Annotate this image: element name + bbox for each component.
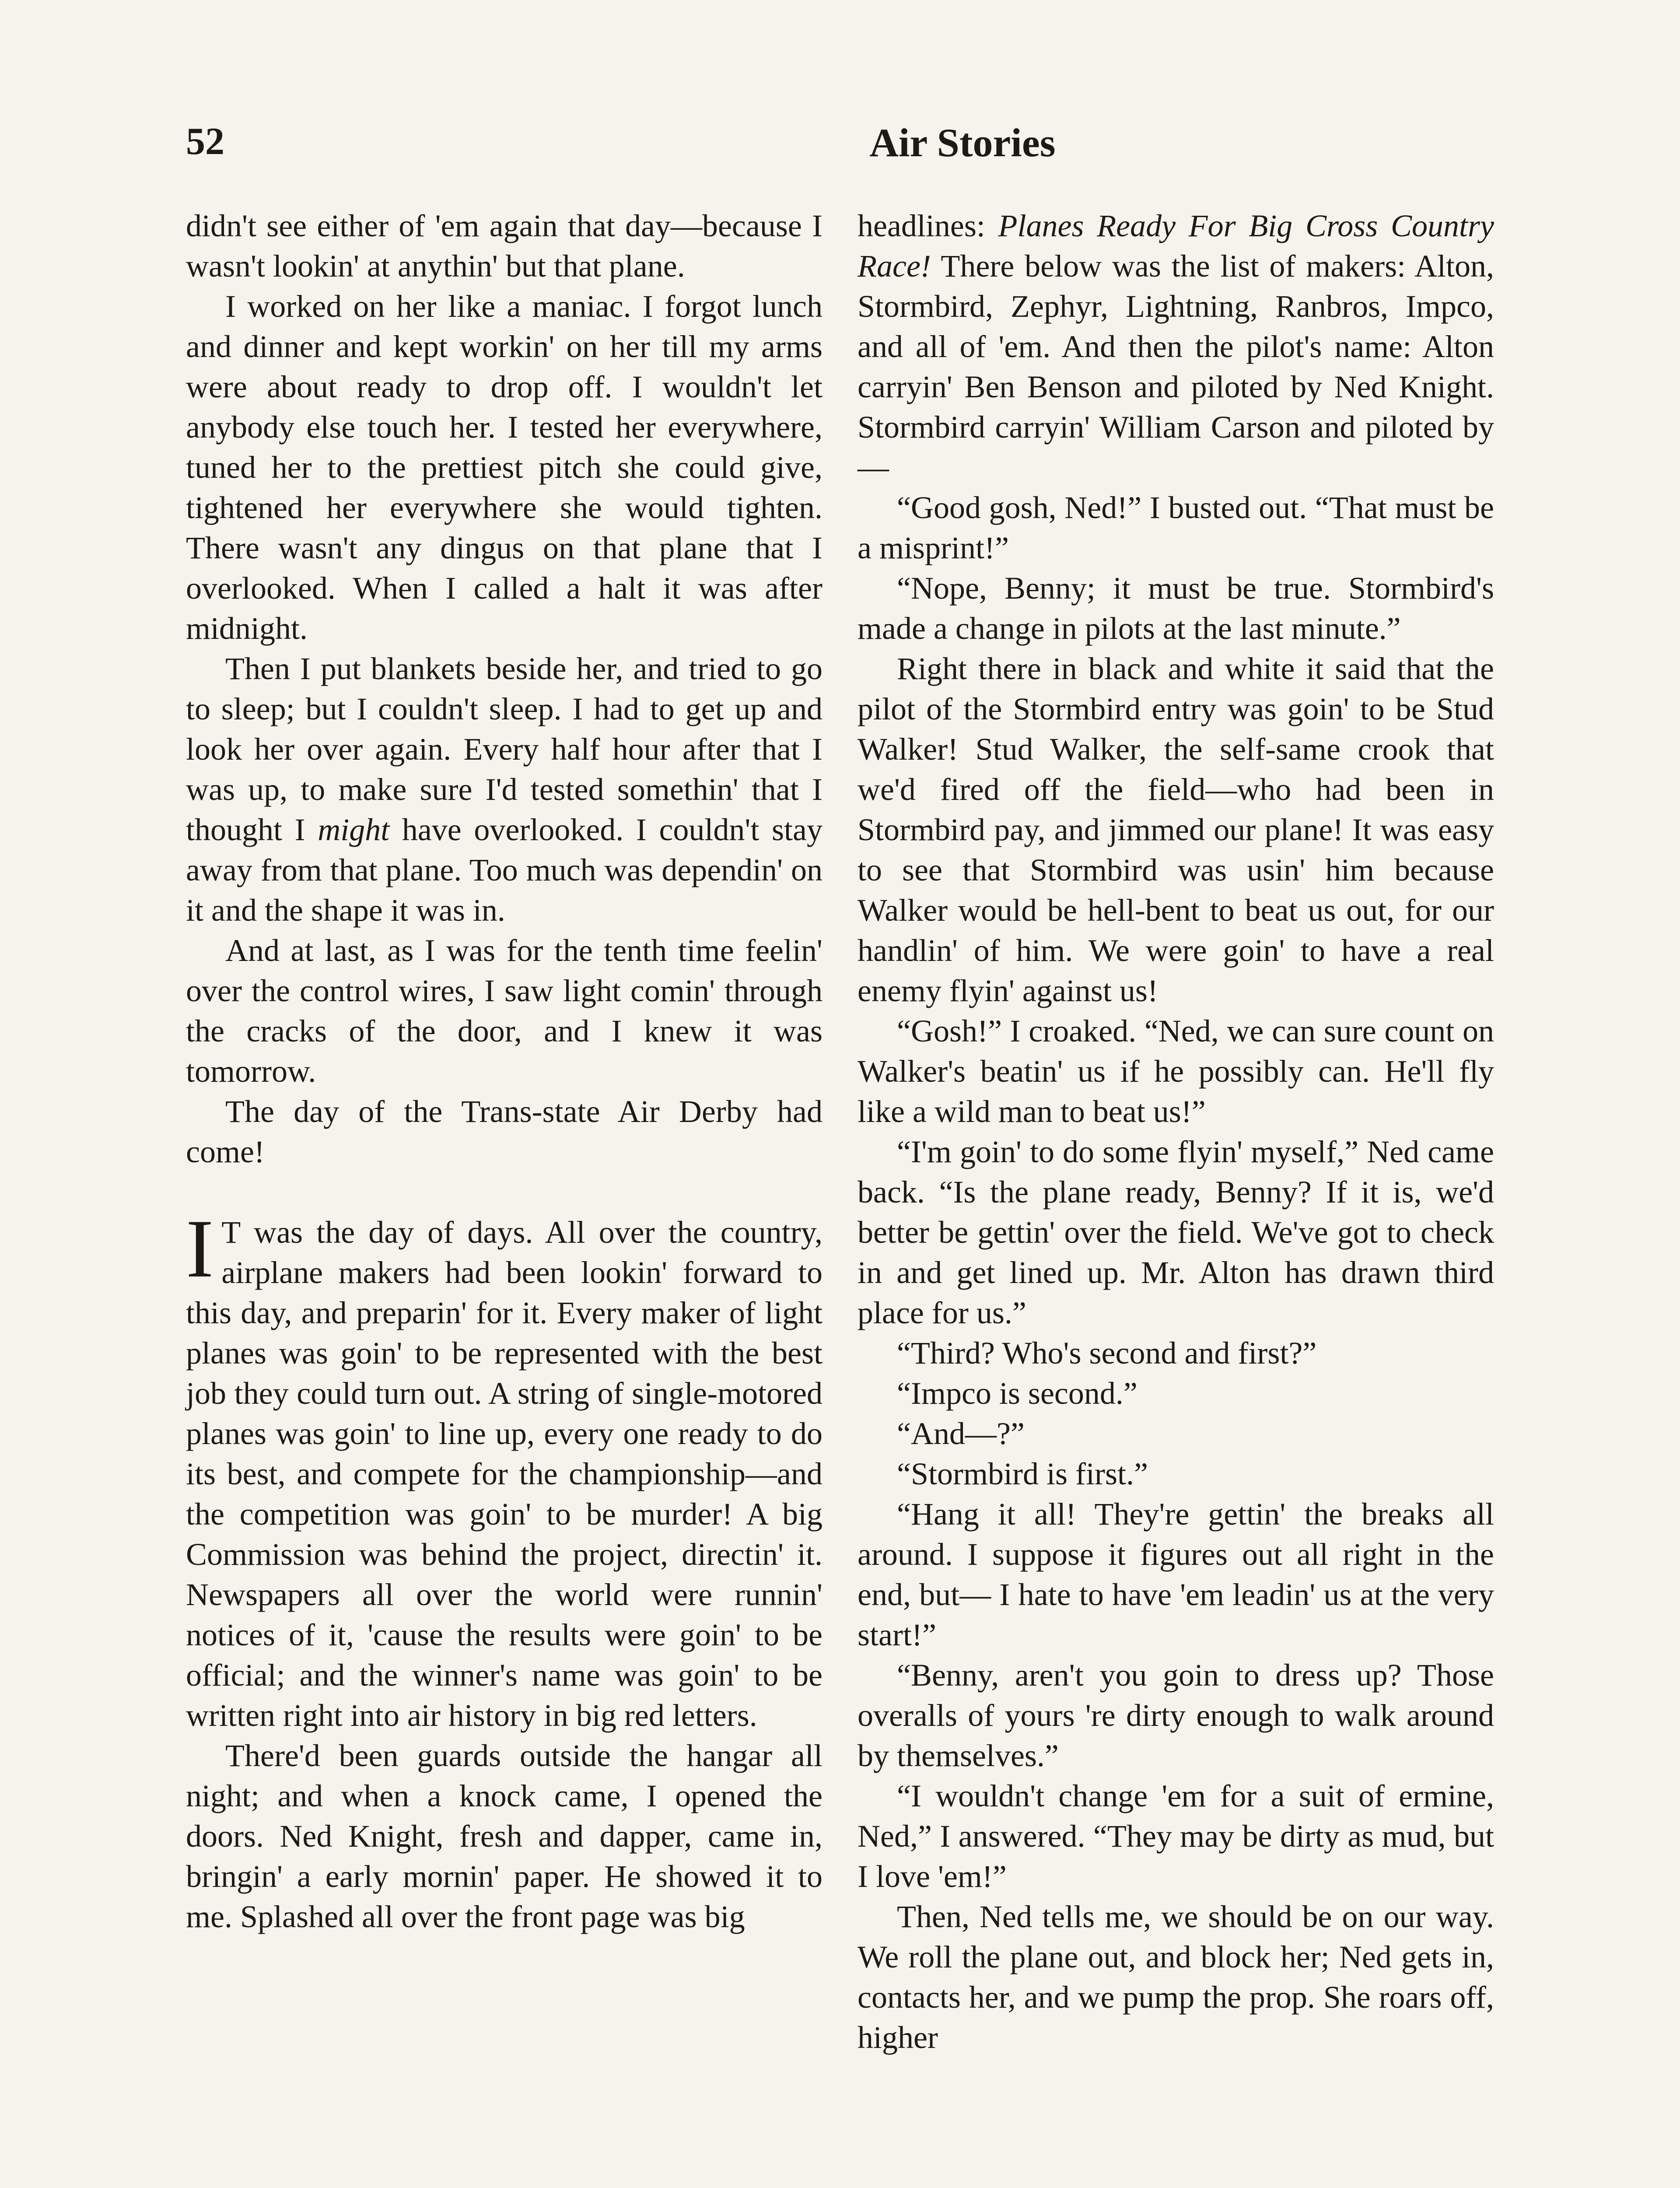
paragraph: “Good gosh, Ned!” I busted out. “That must be a misprint!”	[858, 490, 1494, 565]
paragraph: didn't see either of 'em again that day—because I wasn't lookin' at anythin' but that plane.	[186, 208, 822, 284]
paragraph	[186, 649, 822, 930]
drop-cap: I	[186, 1203, 214, 1295]
paragraph: “I wouldn't change 'em for a suit of ermine, Ned,” I answered. “They may be dirty as mud, but I love 'em!”	[858, 1778, 1494, 1894]
paragraph: “Third? Who's second and first?”	[897, 1336, 1317, 1371]
text-run: There below was the list of makers: Alton, Stormbird, Zephyr, Lightning, Ranbros, Impco, and all of 'em. And then the pilot's name: Alton carryin' Ben Benson and piloted by Ned Knight. Stormbird carryin' William Carson and piloted by—	[858, 249, 1494, 485]
paragraph: I worked on her like a maniac. I forgot lunch and dinner and kept workin' on her till my arms were about ready to drop off. I wouldn't let anybody else touch her. I tested her everywhere, tuned her to the prettiest pitch she could give, tightened her everywhere she would tighten. There wasn't any dingus on that plane that I overlooked. When I called a halt it was after midnight.	[186, 289, 822, 646]
running-head: Air Stories	[869, 120, 1056, 165]
text-run: headlines:	[858, 208, 998, 243]
italic-headline: Planes Ready For Big Cross Country Race!	[858, 208, 1494, 284]
paragraph: There'd been guards outside the hangar all night; and when a knock came, I opened the doors. Ned Knight, fresh and dapper, came in, bringin' a early mornin' paper. He showed it to me. Splashed all over the front page was big	[186, 1738, 822, 1934]
paragraph	[858, 206, 1494, 487]
paragraph: Right there in black and white it said that the pilot of the Stormbird entry was goin' to be Stud Walker! Stud Walker, the self-same crook that we'd fired off the field—who had been in Stormbird pay, and jimmed our plane! It was easy to see that Stormbird was usin' him because Walker would be hell-bent to beat us out, for our handlin' of him. We were goin' to have a real enemy flyin' against us!	[858, 651, 1494, 1008]
text-run: have overlooked. I couldn't stay away from that plane. Too much was dependin' on it and the shape it was in.	[186, 812, 823, 928]
paragraph: “Benny, aren't you goin to dress up? Those overalls of yours 're dirty enough to walk around by themselves.”	[858, 1658, 1494, 1773]
text-run: T was the day of days. All over the country, airplane makers had been lookin' forward to this day, and preparin' for it. Every maker of light planes was goin' to be represented with the best job they could turn out. A string of single-motored planes was goin' to line up, every one ready to do its best, and compete for the championship—and the competition was goin' to be murder! A big Commission was behind the project, directin' it. Newspapers all over the world were runnin' notices of it, 'cause the results were goin' to be official; and the winner's name was goin' to be written right into air history in big red letters.	[186, 1215, 822, 1733]
section-opening-paragraph	[186, 1203, 822, 1736]
left-column	[186, 206, 822, 1937]
italic-text: might	[318, 812, 390, 847]
paragraph: “Hang it all! They're gettin' the breaks all around. I suppose it figures out all right in the end, but— I hate to have 'em leadin' us at the very start!”	[858, 1497, 1494, 1652]
page-number: 52	[186, 120, 224, 163]
right-column	[858, 206, 1494, 2058]
text-run: Then I put blankets beside her, and tried to go to sleep; but I couldn't sleep. I had to get up and look her over again. Every half hour after that I was up, to make sure I'd tested somethin' that I thought I	[186, 651, 822, 847]
paragraph: “Nope, Benny; it must be true. Stormbird's made a change in pilots at the last minute.”	[858, 571, 1494, 646]
paragraph: “And—?”	[897, 1416, 1025, 1451]
paragraph: And at last, as I was for the tenth time feelin' over the control wires, I saw light comin' through the cracks of the door, and I knew it was tomorrow.	[186, 933, 822, 1089]
paragraph: “I'm goin' to do some flyin' myself,” Ned came back. “Is the plane ready, Benny? If it is, we'd better be gettin' over the field. We've got to check in and get lined up. Mr. Alton has drawn third place for us.”	[858, 1134, 1494, 1330]
paragraph: Then, Ned tells me, we should be on our way. We roll the plane out, and block her; Ned gets in, contacts her, and we pump the prop. She roars off, higher	[858, 1899, 1494, 2055]
paragraph: “Impco is second.”	[897, 1376, 1138, 1411]
paragraph: The day of the Trans-state Air Derby had come!	[186, 1094, 822, 1169]
paragraph: “Stormbird is first.”	[897, 1456, 1148, 1491]
paragraph: “Gosh!” I croaked. “Ned, we can sure count on Walker's beatin' us if he possibly can. He'll fly like a wild man to beat us!”	[858, 1013, 1494, 1129]
